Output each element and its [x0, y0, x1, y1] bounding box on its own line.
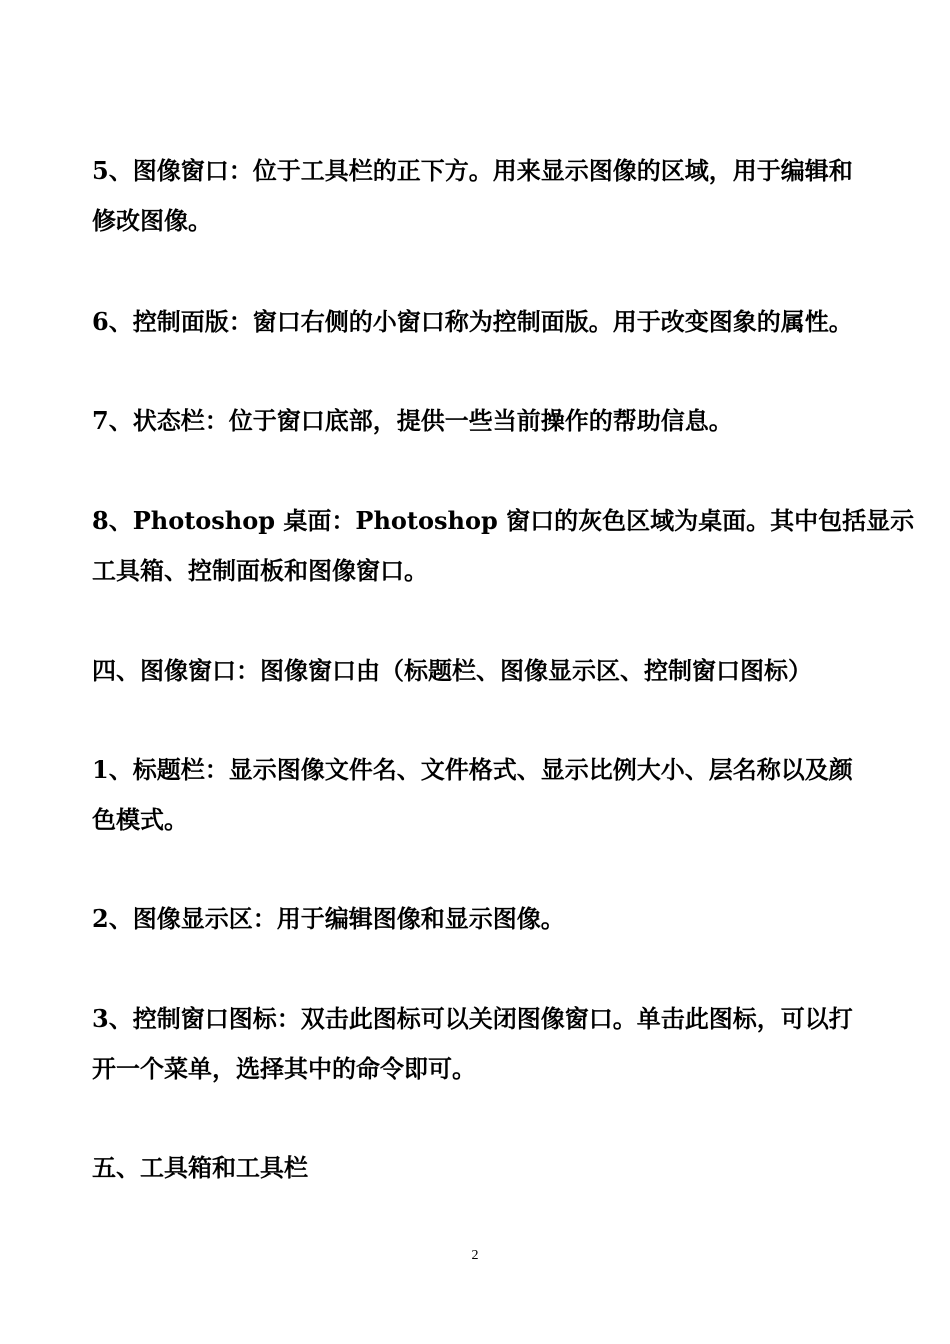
text-line: 开一个菜单，选择其中的命令即可。	[92, 1054, 476, 1083]
text-line: 工具箱、控制面板和图像窗口。	[92, 556, 428, 585]
text-line: 1、标题栏：显示图像文件名、文件格式、显示比例大小、层名称以及颜	[92, 755, 853, 784]
text-line: 修改图像。	[92, 206, 212, 235]
text-line: 6、控制面版：窗口右侧的小窗口称为控制面版。用于改变图象的属性。	[92, 307, 853, 336]
paragraph-control-panel-item	[92, 297, 862, 347]
paragraph-display-area-item	[92, 894, 862, 944]
text-line: 2、图像显示区：用于编辑图像和显示图像。	[92, 904, 565, 933]
text-line: 色模式。	[92, 805, 188, 834]
page-number: 2	[471, 1248, 479, 1263]
paragraph-status-bar-item	[92, 396, 862, 446]
text-line: 四、图像窗口：图像窗口由（标题栏、图像显示区、控制窗口图标）	[92, 656, 812, 685]
text-line: 五、工具箱和工具栏	[92, 1153, 308, 1182]
paragraph-title-bar-item	[92, 745, 862, 845]
text-line: 3、控制窗口图标：双击此图标可以关闭图像窗口。单击此图标，可以打	[92, 1004, 853, 1033]
text-line: 5、图像窗口：位于工具栏的正下方。用来显示图像的区域，用于编辑和	[92, 156, 853, 185]
text-line: 7、状态栏：位于窗口底部，提供一些当前操作的帮助信息。	[92, 406, 733, 435]
section-heading-image-window	[92, 646, 862, 696]
section-heading-toolbox	[92, 1143, 862, 1193]
paragraph-desktop-item	[92, 496, 915, 596]
paragraph-control-icon-item	[92, 994, 862, 1094]
text-line: 8、Photoshop 桌面：Photoshop 窗口的灰色区域为桌面。其中包括显示	[92, 506, 915, 535]
paragraph-image-window-item	[92, 146, 862, 246]
